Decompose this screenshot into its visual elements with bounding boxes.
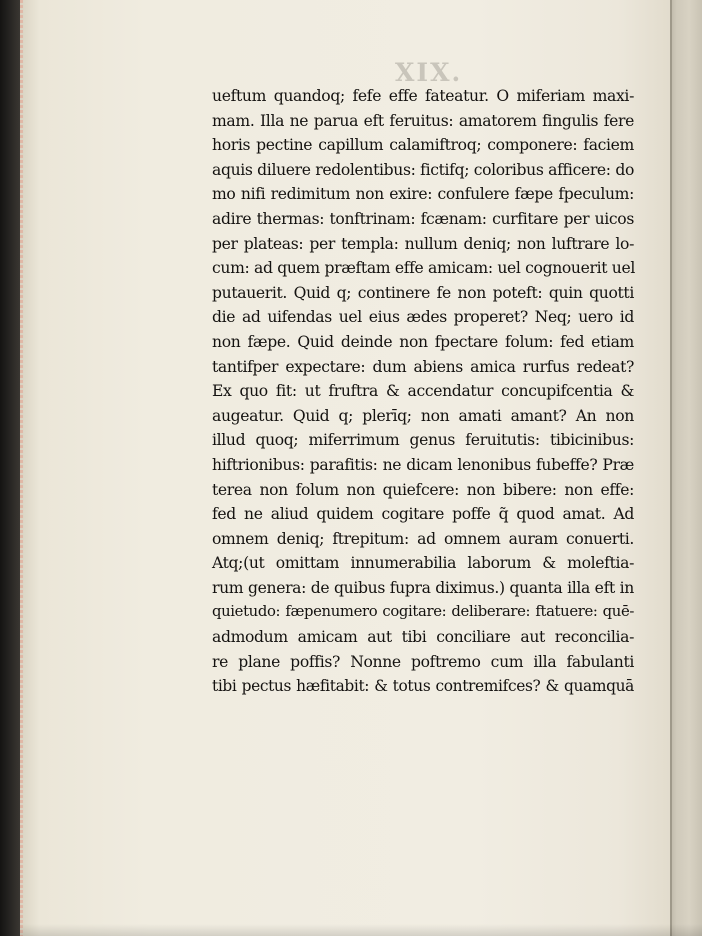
text-line: terea non folum non quiefcere: non bibere: non effe: — [212, 480, 634, 499]
text-line: tantifper expectare: dum abiens amica rurfus redeat? — [212, 357, 634, 376]
text-line: fed ne aliud quidem cogitare poffe q̃ quod amat. Ad — [212, 505, 634, 524]
text-line: ueftum quandoq; fefe effe fateatur. O miferiam maxi- — [212, 87, 634, 105]
text-line: Ex quo fit: ut fruftra & accendatur concupifcentia & — [212, 382, 634, 401]
book-binding-edge — [0, 0, 20, 936]
text-line: re plane poffis? Nonne poftremo cum illa fabulanti — [212, 652, 634, 671]
text-line: illud quoq; miferrimum genus feruitutis: tibicinibus: — [212, 431, 634, 450]
text-line: mam. Illa ne parua eft feruitus: amatorem fingulis fere — [212, 111, 634, 130]
text-line: hiftrionibus: parafitis: ne dicam lenonibus fubeffe? Præ — [212, 455, 634, 474]
text-line: cum: ad quem præftam effe amicam: uel cognouerit uel — [212, 259, 635, 278]
text-line: mo nifi redimitum non exire: confulere fæpe fpeculum: — [212, 185, 634, 204]
text-line: putauerit. Quid q; continere fe non poteft: quin quotti — [212, 283, 634, 302]
text-line: non fæpe. Quid deinde non fpectare folum: fed etiam — [212, 332, 634, 351]
text-line: quietudo: fæpenumero cogitare: deliberare: ftatuere: quē- — [212, 603, 634, 621]
text-line: omnem deniq; ftrepitum: ad omnem auram conuerti. — [212, 529, 634, 548]
text-line: Atq;(ut omittam innumerabilia laborum & moleftia- — [212, 554, 634, 573]
text-line: rum genera: de quibus fupra diximus.) quanta illa eft in — [212, 578, 634, 597]
text-line: per plateas: per templa: nullum deniq; non luftrare lo- — [212, 234, 634, 253]
page-stack-edge — [670, 0, 702, 936]
text-line: aquis diluere redolentibus: fictifq; coloribus afficere: do — [212, 160, 634, 179]
text-line: horis pectine capillum calamiftroq; componere: faciem — [212, 136, 634, 155]
text-line: tibi pectus hæfitabit: & totus contremifces? & quamquā — [212, 677, 634, 696]
text-line: adire thermas: tonftrinam: fcænam: curfitare per uicos — [212, 209, 634, 228]
page-text-block — [212, 84, 634, 699]
text-line: augeatur. Quid q; plerīq; non amati amant? An non — [212, 406, 634, 425]
text-line: die ad uifendas uel eius ædes properet? Neq; uero id — [212, 308, 634, 327]
page-bottom-shadow — [20, 924, 702, 936]
page-folio-number: XIX. — [395, 58, 463, 87]
text-line: admodum amicam aut tibi conciliare aut reconcilia- — [212, 628, 634, 647]
